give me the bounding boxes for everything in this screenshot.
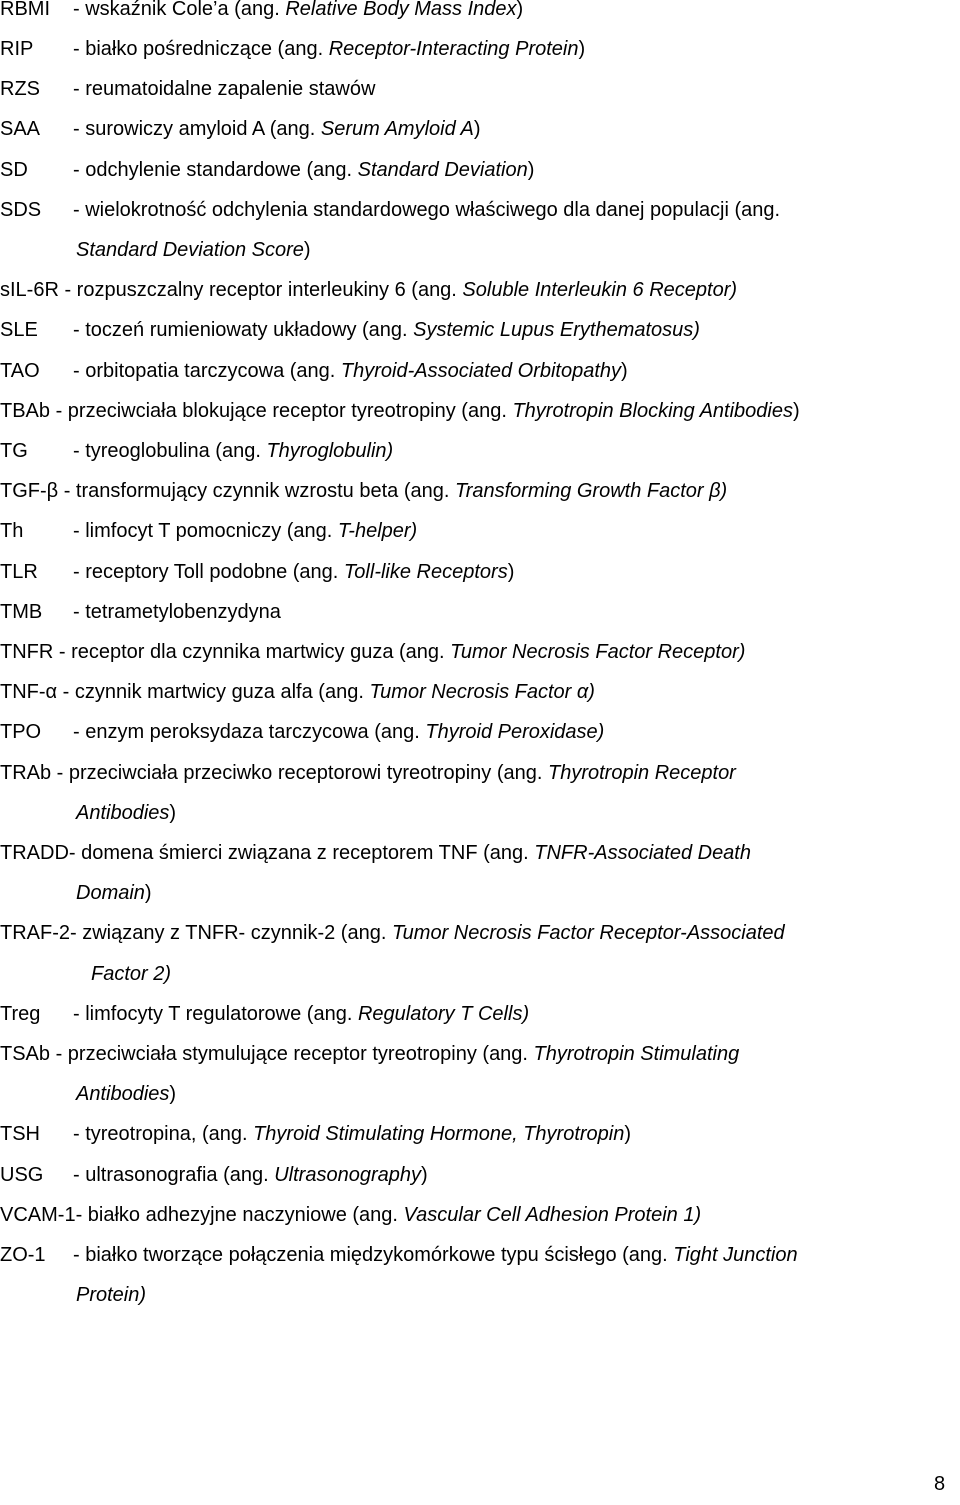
definition-tail: ) <box>144 882 152 904</box>
abbreviation: TSH <box>0 1123 40 1145</box>
definition-tail: ) <box>621 360 628 382</box>
english-term: Thyrotropin Blocking Antibodies <box>512 400 793 422</box>
definition: - limfocyty T regulatorowe (ang. <box>73 1003 358 1025</box>
definition-tail: ) <box>516 0 524 20</box>
definition-tail: ) <box>303 239 311 261</box>
english-term: Thyroid-Associated Orbitopathy <box>340 360 622 382</box>
definition-tail: ) <box>578 38 586 60</box>
english-term: T-helper) <box>337 520 418 542</box>
definition: TRAb - przeciwciała przeciwko receptorowi tyreotropiny (ang. <box>0 762 548 784</box>
english-term: Thyrotropin Stimulating <box>533 1043 740 1065</box>
abbreviation: SD <box>0 159 28 181</box>
definition-tail: ) <box>507 561 515 583</box>
english-term: Relative Body Mass Index <box>285 0 517 20</box>
definition-tail: ) <box>792 400 800 422</box>
abbreviation: TAO <box>0 360 40 382</box>
definition: TRADD- domena śmierci związana z receptorem TNF (ang. <box>0 842 535 864</box>
definition: - białko pośredniczące (ang. <box>73 38 329 60</box>
english-term: Thyroglobulin) <box>266 440 394 462</box>
abbreviation: TLR <box>0 561 38 583</box>
definition: - tetrametylobenzydyna <box>73 601 281 623</box>
english-term: Antibodies <box>76 1083 170 1105</box>
english-term: Tumor Necrosis Factor Receptor-Associated <box>391 922 785 944</box>
definition: - toczeń rumieniowaty układowy (ang. <box>73 319 414 341</box>
definition: - tyreotropina, (ang. <box>73 1123 254 1145</box>
english-term: Antibodies <box>76 802 170 824</box>
definition: TSAb - przeciwciała stymulujące receptor tyreotropiny (ang. <box>0 1043 534 1065</box>
english-term: Regulatory T Cells) <box>357 1003 530 1025</box>
page-number: 8 <box>934 1473 946 1495</box>
english-term: Domain <box>76 882 145 904</box>
definition: - enzym peroksydaza tarczycowa (ang. <box>73 721 426 743</box>
english-term: Transforming Growth Factor β) <box>454 480 728 502</box>
definition-tail: ) <box>169 1083 177 1105</box>
abbreviation: ZO-1 <box>0 1244 46 1266</box>
definition-tail: ) <box>420 1164 428 1186</box>
english-term: Soluble Interleukin 6 Receptor) <box>462 279 738 301</box>
english-term: Factor 2) <box>91 963 172 985</box>
abbreviation: TG <box>0 440 28 462</box>
abbreviation: Treg <box>0 1003 41 1025</box>
english-term: Vascular Cell Adhesion Protein 1) <box>403 1204 702 1226</box>
definition: - ultrasonografia (ang. <box>73 1164 275 1186</box>
definition: TGF-β - transformujący czynnik wzrostu beta (ang. <box>0 480 455 502</box>
abbreviation: RZS <box>0 78 40 100</box>
definition: - wskaźnik Cole’a (ang. <box>73 0 286 20</box>
english-term: Protein) <box>76 1284 147 1306</box>
english-term: Systemic Lupus Erythematosus) <box>413 319 700 341</box>
english-term: Tumor Necrosis Factor α) <box>369 681 595 703</box>
english-term: Ultrasonography <box>274 1164 421 1186</box>
definition: - receptory Toll podobne (ang. <box>73 561 344 583</box>
definition-tail: ) <box>473 118 481 140</box>
definition: - tyreoglobulina (ang. <box>73 440 267 462</box>
english-term: Tumor Necrosis Factor Receptor) <box>450 641 746 663</box>
english-term: Thyrotropin Receptor <box>547 762 736 784</box>
english-term: Toll-like Receptors <box>343 561 508 583</box>
english-term: Standard Deviation Score <box>76 239 304 261</box>
definition: TNF-α - czynnik martwicy guza alfa (ang. <box>0 681 370 703</box>
definition: - wielokrotność odchylenia standardowego właściwego dla danej populacji (ang. <box>73 199 781 221</box>
definition: - limfocyt T pomocniczy (ang. <box>73 520 338 542</box>
abbreviation: Th <box>0 520 24 542</box>
definition-tail: ) <box>169 802 177 824</box>
abbreviation: RIP <box>0 38 34 60</box>
definition: - orbitopatia tarczycowa (ang. <box>73 360 341 382</box>
english-term: Receptor-Interacting Protein <box>328 38 579 60</box>
definition: sIL-6R - rozpuszczalny receptor interleukiny 6 (ang. <box>0 279 463 301</box>
abbreviation: RBMI <box>0 0 50 20</box>
definition-tail: ) <box>527 159 535 181</box>
abbreviation: TPO <box>0 721 42 743</box>
abbreviation: TMB <box>0 601 43 623</box>
definition: - odchylenie standardowe (ang. <box>73 159 358 181</box>
english-term: Standard Deviation <box>357 159 528 181</box>
english-term: Thyroid Peroxidase) <box>425 721 605 743</box>
definition: TNFR - receptor dla czynnika martwicy guza (ang. <box>0 641 451 663</box>
definition: - białko tworzące połączenia międzykomórkowe typu ścisłego (ang. <box>73 1244 674 1266</box>
abbreviation: USG <box>0 1164 44 1186</box>
definition: TBAb - przeciwciała blokujące receptor tyreotropiny (ang. <box>0 400 513 422</box>
abbreviation: SLE <box>0 319 38 341</box>
abbreviation: SAA <box>0 118 41 140</box>
abbreviation: SDS <box>0 199 42 221</box>
english-term: Serum Amyloid A <box>320 118 474 140</box>
english-term: Tight Junction <box>673 1244 798 1266</box>
definition: - reumatoidalne zapalenie stawów <box>73 78 376 100</box>
definition-tail: ) <box>624 1123 632 1145</box>
english-term: TNFR-Associated Death <box>534 842 751 864</box>
definition: TRAF-2- związany z TNFR- czynnik-2 (ang. <box>0 922 392 944</box>
definition: - surowiczy amyloid A (ang. <box>73 118 321 140</box>
definition: VCAM-1- białko adhezyjne naczyniowe (ang. <box>0 1204 404 1226</box>
english-term: Thyroid Stimulating Hormone, Thyrotropin <box>253 1123 625 1145</box>
